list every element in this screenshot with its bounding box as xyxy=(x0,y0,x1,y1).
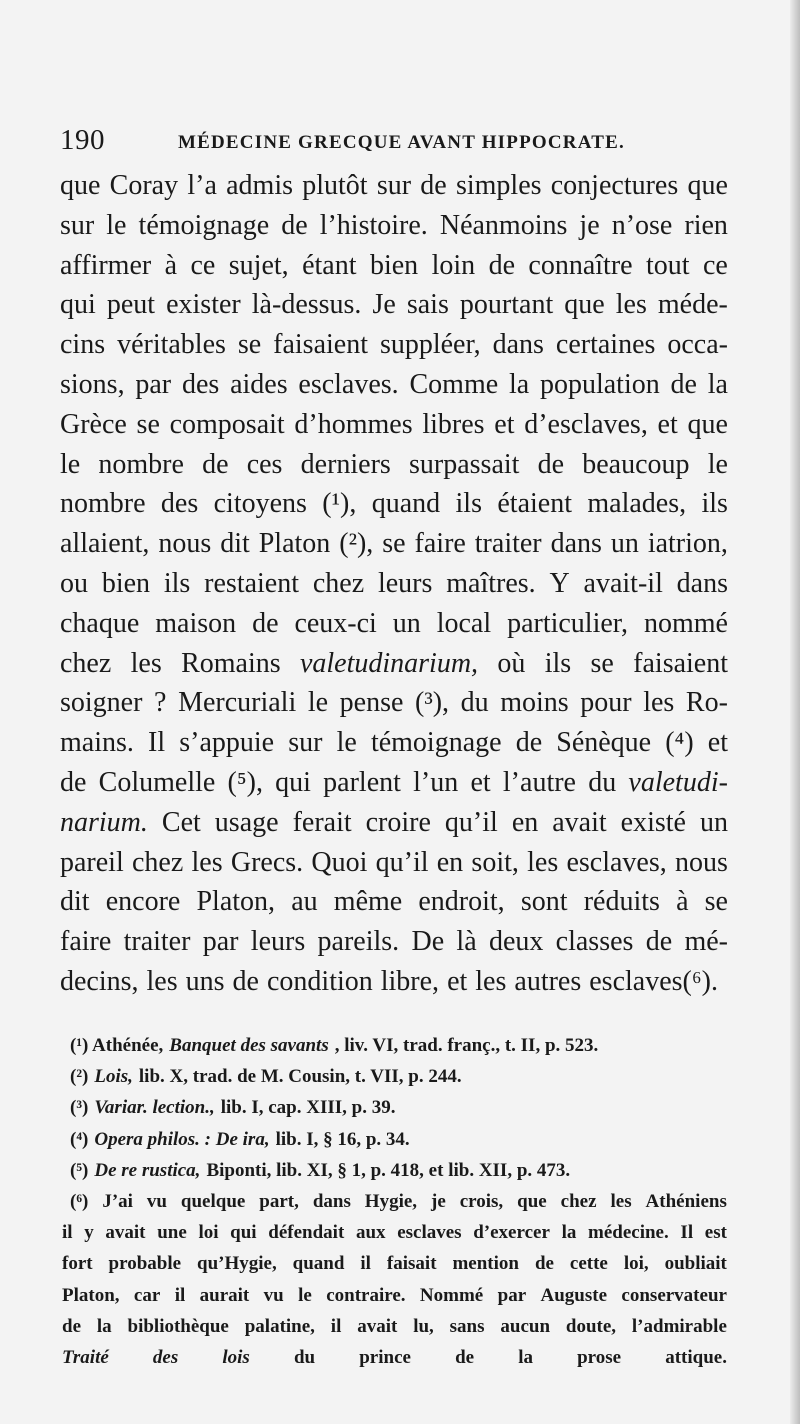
footnotes xyxy=(62,1030,727,1373)
body-line: soigner ? Mercuriali le pense (³), du moins pour les Ro- xyxy=(60,687,728,719)
body-line: affirmer à ce sujet, étant bien loin de connaître tout ce xyxy=(60,249,728,281)
footnote: (³) Variar. lection., lib. I, cap. XIII, p. 39. xyxy=(70,1097,396,1119)
running-title: MÉDECINE GRECQUE AVANT HIPPOCRATE. xyxy=(178,132,625,153)
body-line: chaque maison de ceux-ci un local particulier, nommé xyxy=(60,607,728,639)
page-header xyxy=(60,122,750,162)
body-line: chez les Romains valetudinarium, où ils se faisaient xyxy=(60,647,728,679)
body-text xyxy=(60,166,728,1002)
footnote-continuation-line: Platon, car il aurait vu le contraire. Nommé par Auguste conservateur xyxy=(62,1284,727,1306)
body-line: que Coray l’a admis plutôt sur de simples conjectures que xyxy=(60,170,728,201)
footnote-continuation-line: Traité des lois du prince de la prose attique. xyxy=(62,1346,727,1368)
body-line: narium. Cet usage ferait croire qu’il en avait existé un xyxy=(60,806,728,838)
footnote: (⁴) Opera philos. : De ira, lib. I, § 16, p. 34. xyxy=(70,1128,410,1150)
body-line: allaient, nous dit Platon (²), se faire traiter dans un iatrion, xyxy=(60,528,728,560)
body-line: dit encore Platon, au même endroit, sont réduits à se xyxy=(60,886,728,918)
page-number: 190 xyxy=(60,124,105,156)
footnote: (²) Lois, lib. X, trad. de M. Cousin, t. VII, p. 244. xyxy=(70,1066,462,1088)
body-line: le nombre de ces derniers surpassait de beaucoup le xyxy=(60,448,728,480)
footnote: (¹) Athénée, Banquet des savants , liv. VI, trad. franç., t. II, p. 523. xyxy=(70,1035,599,1056)
body-line: sions, par des aides esclaves. Comme la population de la xyxy=(60,368,728,400)
body-line: pareil chez les Grecs. Quoi qu’il en soit, les esclaves, nous xyxy=(60,846,728,878)
body-line: qui peut exister là-dessus. Je sais pourtant que les méde- xyxy=(60,289,728,321)
body-line: ou bien ils restaient chez leurs maîtres. Y avait-il dans xyxy=(60,567,728,599)
body-line: de Columelle (⁵), qui parlent l’un et l’autre du valetudi- xyxy=(60,766,728,798)
footnote-continuation-line: il y avait une loi qui défendait aux esclaves d’exercer la médecine. Il est xyxy=(62,1222,727,1244)
page-gutter-shadow xyxy=(790,0,800,1424)
body-line: nombre des citoyens (¹), quand ils étaient malades, ils xyxy=(60,488,728,520)
footnote-continuation-line: de la bibliothèque palatine, il avait lu, sans aucun doute, l’admirable xyxy=(62,1315,727,1337)
footnote-continuation-line: fort probable qu’Hygie, quand il faisait mention de cette loi, oubliait xyxy=(62,1253,727,1275)
body-line: Grèce se composait d’hommes libres et d’esclaves, et que xyxy=(60,408,728,440)
body-line: mains. Il s’appuie sur le témoignage de Sénèque (⁴) et xyxy=(60,727,728,759)
footnote: (⁶) J’ai vu quelque part, dans Hygie, je crois, que chez les Athéniens xyxy=(70,1190,727,1212)
footnote: (⁵) De re rustica, Biponti, lib. XI, § 1, p. 418, et lib. XII, p. 473. xyxy=(70,1159,571,1181)
body-line: sur le témoignage de l’histoire. Néanmoins je n’ose rien xyxy=(60,209,728,241)
body-line: faire traiter par leurs pareils. De là deux classes de mé- xyxy=(60,926,728,958)
body-line: cins véritables se faisaient suppléer, dans certaines occa- xyxy=(60,329,728,361)
body-line: decins, les uns de condition libre, et les autres esclaves(⁶). xyxy=(60,965,718,997)
